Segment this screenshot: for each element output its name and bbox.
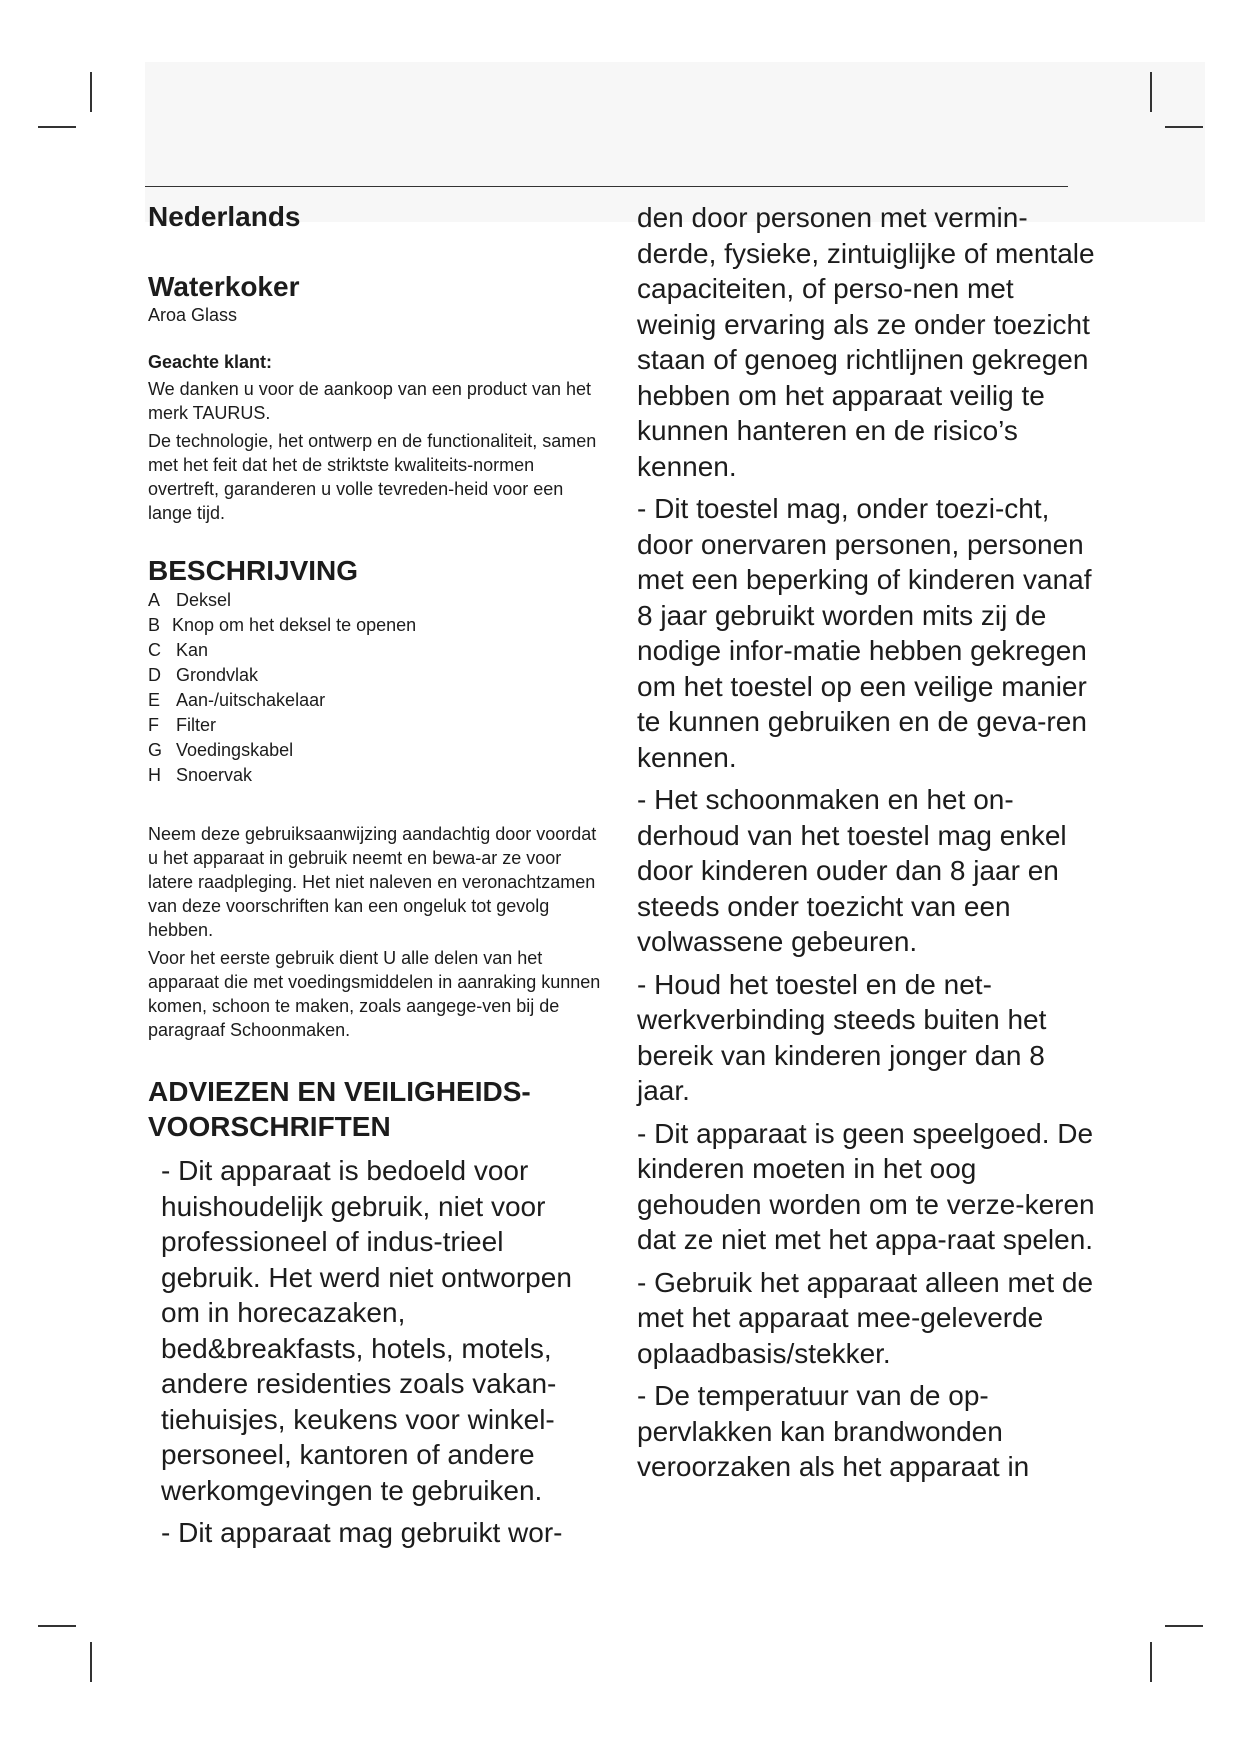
- product-title: Waterkoker: [148, 271, 300, 302]
- crop-mark-bottom-right-v: [1150, 1642, 1152, 1682]
- list-item: H Snoervak: [148, 765, 253, 785]
- parts-list: [148, 588, 608, 788]
- safety-paragraph: - De temperatuur van de op-pervlakken kan brandwonden veroorzaken als het apparaat in: [637, 1380, 1030, 1482]
- list-item: B Knop om het deksel te openen: [148, 615, 417, 635]
- crop-mark-bottom-left-v: [90, 1642, 92, 1682]
- product-model: Aroa Glass: [148, 305, 238, 325]
- intro-paragraph: De technologie, het ontwerp en de functionaliteit, samen met het feit dat het de striktste kwaliteits-normen overtreft, garanderen u volle tevreden-heid voor een lange tijd.: [148, 431, 597, 523]
- crop-mark-top-right-v: [1150, 72, 1152, 112]
- safety-paragraph: - Gebruik het apparaat alleen met de met het apparaat mee-geleverde oplaadbasis/stekker.: [637, 1266, 1094, 1369]
- intro-paragraph: We danken u voor de aankoop van een product van het merk TAURUS.: [148, 379, 591, 423]
- safety-paragraph: den door personen met vermin-derde, fysieke, zintuiglijke of mentale capaciteiten, of perso-nen met weinig ervaring als ze onder toezicht staan of genoeg richtlijnen gekregen hebben om het apparaat veilig te kunnen hanteren en de risico’s kennen.: [637, 202, 1095, 482]
- greeting: Geachte klant:: [148, 352, 273, 372]
- safety-paragraph: - Dit apparaat mag gebruikt wor-: [161, 1517, 563, 1548]
- crop-mark-top-left-h: [38, 126, 76, 128]
- list-item: E Aan-/uitschakelaar: [148, 690, 326, 710]
- crop-mark-top-right-h: [1165, 126, 1203, 128]
- safety-paragraph: - Het schoonmaken en het on-derhoud van het toestel mag enkel door kinderen ouder dan 8 jaar en steeds onder toezicht van een volwassene gebeuren.: [637, 784, 1067, 957]
- list-item: G Voedingskabel: [148, 740, 294, 760]
- left-column: [148, 200, 608, 1551]
- crop-mark-bottom-right-h: [1165, 1625, 1203, 1627]
- safety-paragraph: - Dit toestel mag, onder toezi-cht, door onervaren personen, personen met een beperking of kinderen vanaf 8 jaar gebruikt worden mits zij de nodige infor-matie hebben gekregen om het toestel op een veilige manier te kunnen gebruiken en de geva-ren kennen.: [637, 493, 1092, 773]
- safety-paragraph: - Houd het toestel en de net-werkverbinding steeds buiten het bereik van kinderen jonger dan 8 jaar.: [637, 968, 1047, 1106]
- right-column: [637, 200, 1097, 1485]
- language-title: Nederlands: [148, 201, 301, 232]
- header-rule: [145, 186, 1068, 187]
- safety-heading: ADVIEZEN EN VEILIGHEIDS- VOORSCHRIFTEN: [148, 1076, 531, 1142]
- header-band: [145, 62, 1205, 222]
- safety-paragraph: - Dit apparaat is bedoeld voor huishoudelijk gebruik, niet voor professioneel of indus-trieel gebruik. Het werd niet ontworpen om in horecazaken, bed&breakfasts, hotels, motels, andere residenties zoals vakan-tiehuisjes, keukens voor winkel-personeel, kantoren of andere werkomgevingen te gebruiken.: [161, 1155, 572, 1506]
- list-item: D Grondvlak: [148, 665, 259, 685]
- safety-paragraph: - Dit apparaat is geen speelgoed. De kinderen moeten in het oog gehouden worden om te verze-keren dat ze niet met het appa-raat spelen.: [637, 1117, 1095, 1255]
- list-item: A Deksel: [148, 590, 232, 610]
- list-item: F Filter: [148, 715, 216, 735]
- crop-mark-top-left-v: [90, 72, 92, 112]
- list-item: C Kan: [148, 640, 209, 660]
- description-heading: BESCHRIJVING: [148, 555, 359, 586]
- notice-paragraph: Voor het eerste gebruik dient U alle delen van het apparaat die met voedingsmiddelen in aanraking kunnen komen, schoon te maken, zoals aangege-ven bij de paragraaf Schoonmaken.: [148, 948, 601, 1040]
- crop-mark-bottom-left-h: [38, 1625, 76, 1627]
- notice-paragraph: Neem deze gebruiksaanwijzing aandachtig door voordat u het apparaat in gebruik neemt en bewa-ar ze voor latere raadpleging. Het niet naleven en veronachtzamen van deze voorschriften kan een ongeluk tot gevolg hebben.: [148, 824, 597, 940]
